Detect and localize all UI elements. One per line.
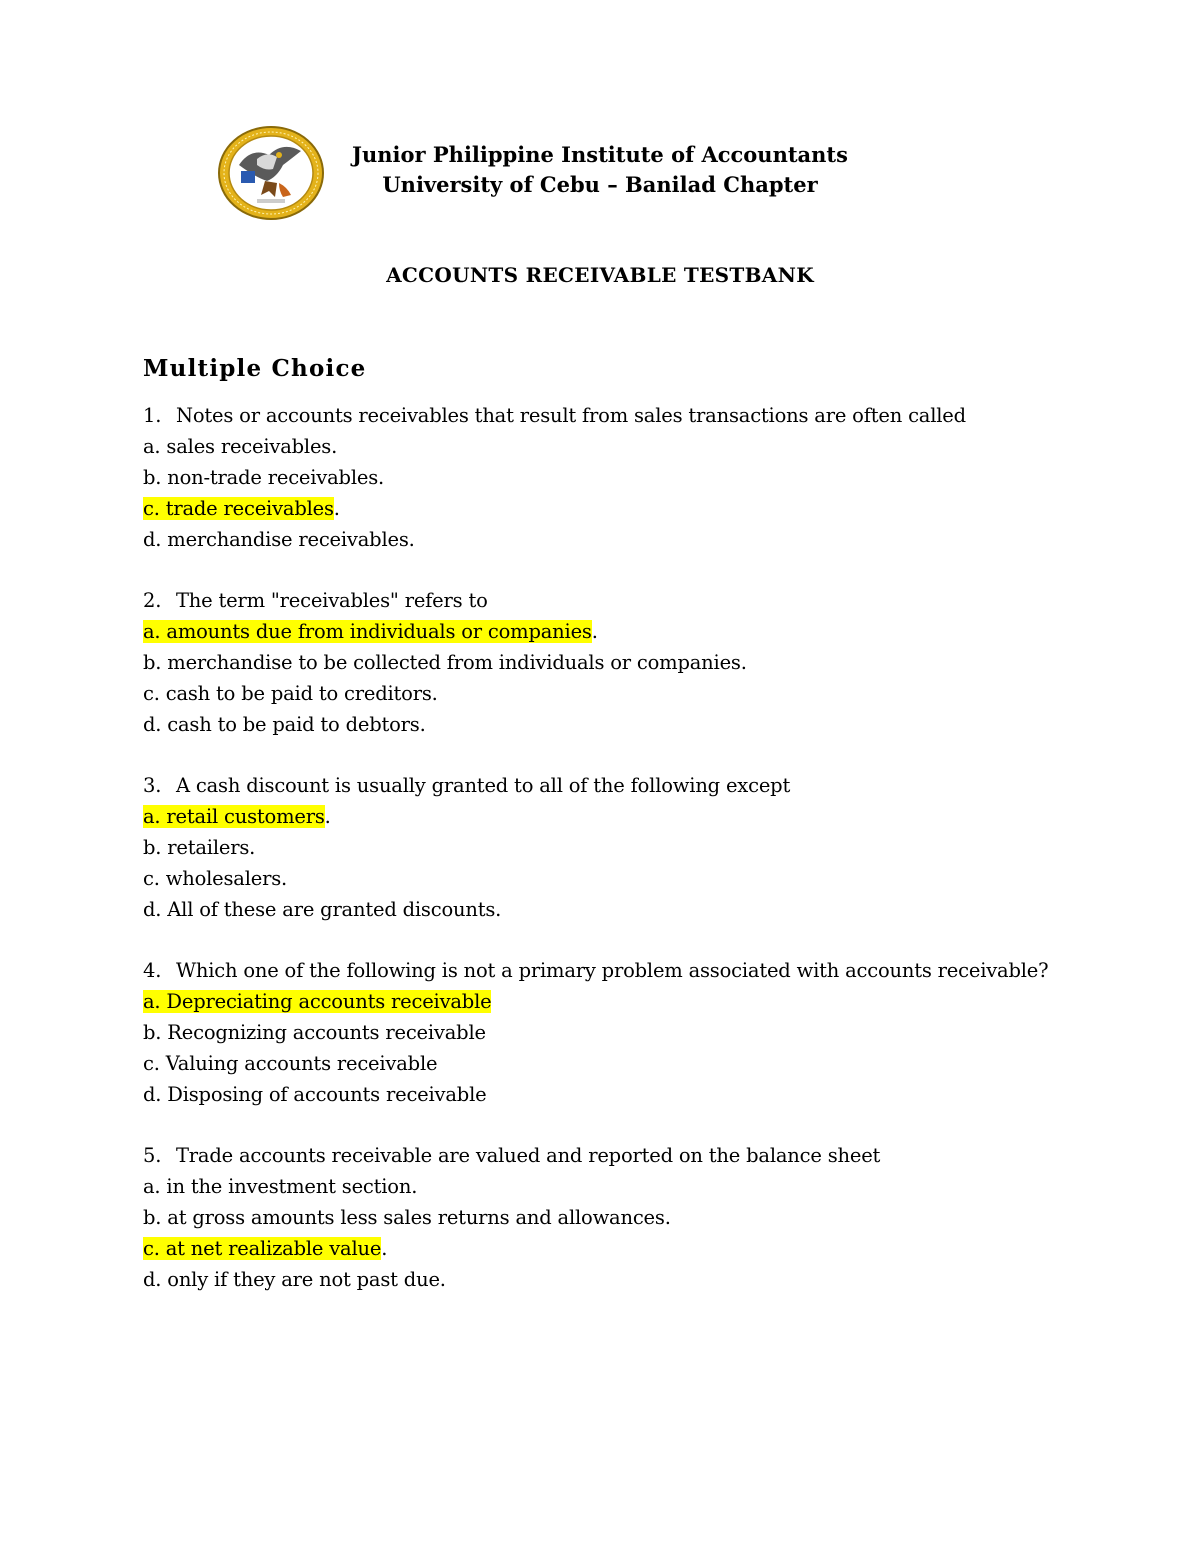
choice-text: d. merchandise receivables. (143, 528, 415, 551)
organization-name: Junior Philippine Institute of Accountants (352, 142, 848, 167)
question-stem (143, 955, 1058, 986)
choice-text: a. sales receivables. (143, 435, 338, 458)
choice-text: d. Disposing of accounts receivable (143, 1083, 487, 1106)
choice-text: c. wholesalers. (143, 867, 288, 890)
answer-choice (143, 1171, 1058, 1202)
question-list (143, 400, 1058, 1325)
choice-text: c. Valuing accounts receivable (143, 1052, 438, 1075)
answer-choice-correct (143, 493, 1058, 524)
answer-choice (143, 524, 1058, 555)
answer-choice (143, 863, 1058, 894)
question-number: 4. (143, 959, 162, 982)
choice-text: d. cash to be paid to debtors. (143, 713, 426, 736)
choice-text: b. merchandise to be collected from individuals or companies. (143, 651, 747, 674)
question-number: 3. (143, 774, 162, 797)
choice-text: b. non-trade receivables. (143, 466, 384, 489)
answer-choice (143, 832, 1058, 863)
answer-choice (143, 647, 1058, 678)
document-title: ACCOUNTS RECEIVABLE TESTBANK (386, 263, 814, 287)
question-stem (143, 585, 1058, 616)
question-item (143, 585, 1058, 740)
choice-suffix: . (381, 1237, 388, 1260)
answer-choice (143, 1079, 1058, 1110)
question-item (143, 400, 1058, 555)
choice-text: c. cash to be paid to creditors. (143, 682, 438, 705)
choice-text: b. Recognizing accounts receivable (143, 1021, 486, 1044)
question-text: A cash discount is usually granted to all of the following except (176, 774, 791, 797)
answer-choice-correct (143, 801, 1058, 832)
jpia-seal-icon (217, 125, 325, 221)
question-item (143, 770, 1058, 925)
question-item (143, 1140, 1058, 1295)
question-stem (143, 770, 1058, 801)
choice-text: b. retailers. (143, 836, 256, 859)
question-item (143, 955, 1058, 1110)
choice-suffix: . (591, 620, 598, 643)
choice-text: a. amounts due from individuals or companies (143, 620, 592, 643)
question-text: The term "receivables" refers to (176, 589, 488, 612)
choice-text: d. All of these are granted discounts. (143, 898, 502, 921)
answer-choice (143, 894, 1058, 925)
chapter-name: University of Cebu – Banilad Chapter (382, 172, 818, 197)
choice-text: c. at net realizable value (143, 1237, 382, 1260)
question-number: 5. (143, 1144, 162, 1167)
answer-choice (143, 1264, 1058, 1295)
question-number: 1. (143, 404, 162, 427)
choice-text: c. trade receivables (143, 497, 334, 520)
question-text: Trade accounts receivable are valued and reported on the balance sheet (176, 1144, 881, 1167)
answer-choice (143, 678, 1058, 709)
choice-suffix: . (324, 805, 331, 828)
choice-text: d. only if they are not past due. (143, 1268, 446, 1291)
answer-choice-correct (143, 986, 1058, 1017)
organization-header (330, 140, 870, 200)
choice-text: a. in the investment section. (143, 1175, 418, 1198)
choice-text: b. at gross amounts less sales returns and allowances. (143, 1206, 671, 1229)
answer-choice-correct (143, 616, 1058, 647)
question-stem (143, 1140, 1058, 1171)
question-text: Notes or accounts receivables that result from sales transactions are often called (176, 404, 966, 427)
answer-choice (143, 1048, 1058, 1079)
choice-text: a. Depreciating accounts receivable (143, 990, 492, 1013)
answer-choice (143, 1202, 1058, 1233)
answer-choice-correct (143, 1233, 1058, 1264)
answer-choice (143, 462, 1058, 493)
answer-choice (143, 1017, 1058, 1048)
choice-suffix: . (333, 497, 340, 520)
question-stem (143, 400, 1058, 431)
answer-choice (143, 709, 1058, 740)
choice-text: a. retail customers (143, 805, 325, 828)
question-text: Which one of the following is not a primary problem associated with accounts receivable? (176, 959, 1049, 982)
question-number: 2. (143, 589, 162, 612)
answer-choice (143, 431, 1058, 462)
section-heading: Multiple Choice (143, 355, 367, 382)
